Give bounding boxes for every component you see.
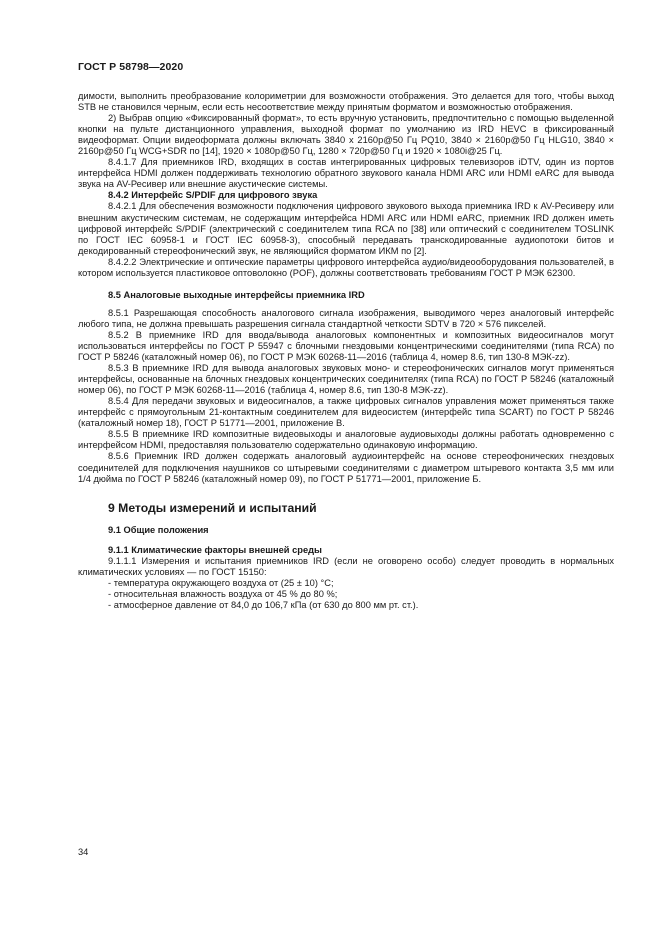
section-heading-9-1-1: 9.1.1 Климатические факторы внешней среды: [108, 544, 322, 555]
section-heading-9-1: 9.1 Общие положения: [108, 524, 209, 535]
conditions-list: [78, 578, 614, 611]
paragraph: 8.5.5 В приемнике IRD композитные видеовыходы и аналоговые аудиовыходы должны работать одновременно с интерфейсом HDMI, предоставляя пользователю содержательно одинаковую информацию.: [78, 429, 614, 451]
paragraph: 8.5.6 Приемник IRD должен содержать аналоговый аудиоинтерфейс на основе стереофонических гнездовых соединителей для подключения наушников со штыревыми соединителями с диаметром штыревого контакта 3,5 мм или 1/4 дюйма по ГОСТ Р 58246 (каталожный номер 09), по ГОСТ Р 51771—2001, приложение Б.: [78, 451, 614, 484]
page-number: 34: [78, 847, 89, 857]
paragraph: 8.5.4 Для передачи звуковых и видеосигналов, а также цифровых сигналов управления может применяться также интерфейс с прямоугольным 21-контактным соединителем для видеосистем (интерфейс типа SCART) по ГОСТ Р 58246 (каталожный номер 18), ГОСТ Р 51771—2001, приложение В.: [78, 396, 614, 429]
paragraph: 9.1.1.1 Измерения и испытания приемников IRD (если не оговорено особо) следует проводить в нормальных климатических условиях — по ГОСТ 15150:: [78, 555, 614, 577]
paragraph: димости, выполнить преобразование колориметрии для возможности отображения. Это делается для того, чтобы выход STB не становился черным, если есть несоответствие между принятым форматом и возможностью отображения.: [78, 91, 614, 113]
paragraph: 8.5.3 В приемнике IRD для вывода аналоговых звуковых моно- и стереофонических сигналов могут применяться интерфейсы, основанные на блочных гнездовых концентрических соединителях (типа RCA) по ГОСТ Р 58246 (каталожный номер 06), по ГОСТ Р МЭК 60268-11—2016 (таблица 4, номер 8.6, тип 130-8 МЭК-zz).: [78, 363, 614, 396]
paragraph: 8.4.2.1 Для обеспечения возможности подключения цифрового звукового выхода приемника IRD к AV-Ресиверу или внешним акустическим системам, не содержащим интерфейса HDMI ARC или HDMI eARC, приемник IRD должен иметь цифровой интерфейс S/PDIF (электрический с соединителем типа RCA по [38] или оптический с соединителем TOSLINK по ГОСТ IEC 60958-1 и ГОСТ IEC 60958-3), способный передавать транскодированные аудиопотоки битов и декодированный стереофонический звук, не являющийся форматом ИКМ по [2].: [78, 201, 614, 256]
section-heading-8-4-2: 8.4.2 Интерфейс S/PDIF для цифрового звука: [108, 190, 318, 201]
document-body: [78, 91, 614, 611]
list-item: - относительная влажность воздуха от 45 % до 80 %;: [78, 589, 614, 600]
paragraph: 8.4.2.2 Электрические и оптические параметры цифрового интерфейса аудио/видеооборудования пользователей, в котором используется пластиковое оптоволокно (POF), должны соответствовать требованиям ГОСТ Р МЭК 62300.: [78, 256, 614, 278]
section-heading-8-5: 8.5 Аналоговые выходные интерфейсы приемника IRD: [108, 289, 365, 300]
paragraph: 8.4.1.7 Для приемников IRD, входящих в состав интегрированных цифровых телевизоров iDTV, один из портов интерфейса HDMI должен поддерживать технологию обратного звукового канала HDMI ARC или HDMI eARC для вывода звука на AV-Ресивер или внешние акустические системы.: [78, 157, 614, 190]
paragraph: 2) Выбрав опцию «Фиксированный формат», то есть вручную установить, предпочтительно с помощью выделенной кнопки на пульте дистанционного управления, выходной формат по умолчанию из IRD HEVC в фиксированный видеоформат. Опции видеоформата должны включать 3840 x 2160p@50 Гц PQ10, 3840 × 2160p@50 Гц HLG10, 3840 × 2160p@50 Гц WCG+SDR по [14], 1920 × 1080p@50 Гц, 1280 × 720p@50 Гц и 1920 × 1080i@25 Гц.: [78, 113, 614, 157]
page-header-title: ГОСТ Р 58798—2020: [78, 61, 184, 73]
list-item: - атмосферное давление от 84,0 до 106,7 кПа (от 630 до 800 мм рт. ст.).: [78, 600, 614, 611]
paragraph: 8.5.2 В приемнике IRD для ввода/вывода аналоговых компонентных и композитных видеосигналов могут использоваться интерфейсы по ГОСТ Р 55947 с блочными гнездовыми концентрическими соединителями (типа RCA) по ГОСТ Р 58246 (каталожный номер 06), по ГОСТ Р МЭК 60268-11—2016 (таблица 4, номер 8.6, тип 130-8 МЭК-zz).: [78, 329, 614, 363]
paragraph: 8.5.1 Разрешающая способность аналогового сигнала изображения, выводимого через аналоговый интерфейс любого типа, не должна превышать разрешения сигнала стандартной четкости SDTV в 720 × 576 пикселей.: [78, 307, 614, 329]
chapter-heading-9: 9 Методы измерений и испытаний: [108, 500, 317, 515]
list-item: - температура окружающего воздуха от (25 ± 10) °С;: [78, 578, 614, 589]
